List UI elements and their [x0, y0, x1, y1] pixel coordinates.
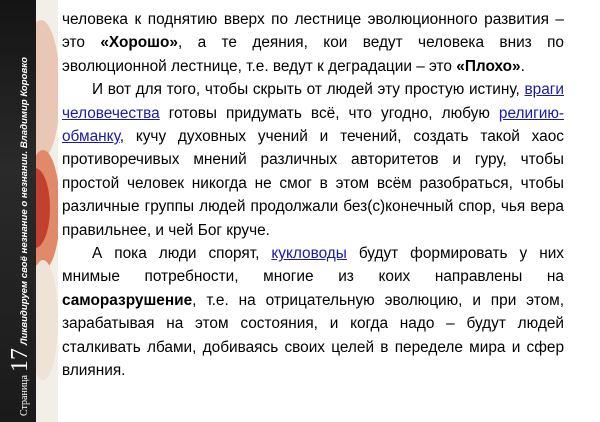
text-run: , т.е. на отрицательную эволюцию, и при этом, зарабатывая на этом состояния, и когда надо – будут людей сталкивать лбами, добиваясь своих целей в переделе мира и сфер влияния.: [62, 291, 564, 380]
paragraph-2: [62, 78, 564, 242]
text-run: , кучу духовных учений и течений, создать такой хаос противоречивых мнений различных авторитетов и гуру, чтобы простой человек никогда не смог в этом всём разобраться, чтобы различные группы людей продолжали без(с)конечный спор, чья вера правильнее, и чей Бог круче.: [62, 128, 564, 239]
text-run: , а те деяния, кои ведут человека вниз по эволюционной лестнице, т.е. ведут к деградации – это: [62, 34, 564, 75]
paragraph-1: [62, 8, 564, 78]
document-body: [62, 8, 564, 383]
link-enemies-of-humanity[interactable]: враги человечества: [62, 81, 564, 122]
page-label: Страница: [19, 375, 30, 416]
sidebar-caption: [8, 57, 32, 416]
link-fake-religion[interactable]: религию-обманку: [62, 104, 564, 146]
link-puppeteers[interactable]: кукловоды: [271, 245, 347, 263]
text-run: А пока люди спорят,: [92, 245, 272, 263]
paragraph-3: [62, 242, 564, 382]
text-run: будут формировать у них мнимые потребности, многие из коих направлены на: [62, 245, 564, 286]
decorative-photo-strip: [36, 0, 58, 422]
text-run: человека к поднятию вверх по лестнице эволюционного развития – это: [62, 11, 564, 52]
bold-term-good: «Хорошо»: [100, 34, 178, 52]
sidebar: [0, 0, 36, 422]
bold-term-self-destruction: саморазрушение: [62, 291, 193, 309]
text-run: И вот для того, чтобы скрыть от людей эту простую истину,: [92, 81, 525, 99]
photo-shape: [36, 20, 58, 160]
bold-term-bad: «Плохо»: [456, 57, 521, 75]
book-title: Ликвидируем своё незнание о незнании. Владимир Коровко: [19, 56, 30, 346]
photo-shape: [36, 260, 58, 380]
page-number: 17: [7, 348, 33, 373]
text-run: .: [520, 57, 525, 75]
text-run: готовы придумать всё, что угодно, любую: [159, 104, 499, 122]
